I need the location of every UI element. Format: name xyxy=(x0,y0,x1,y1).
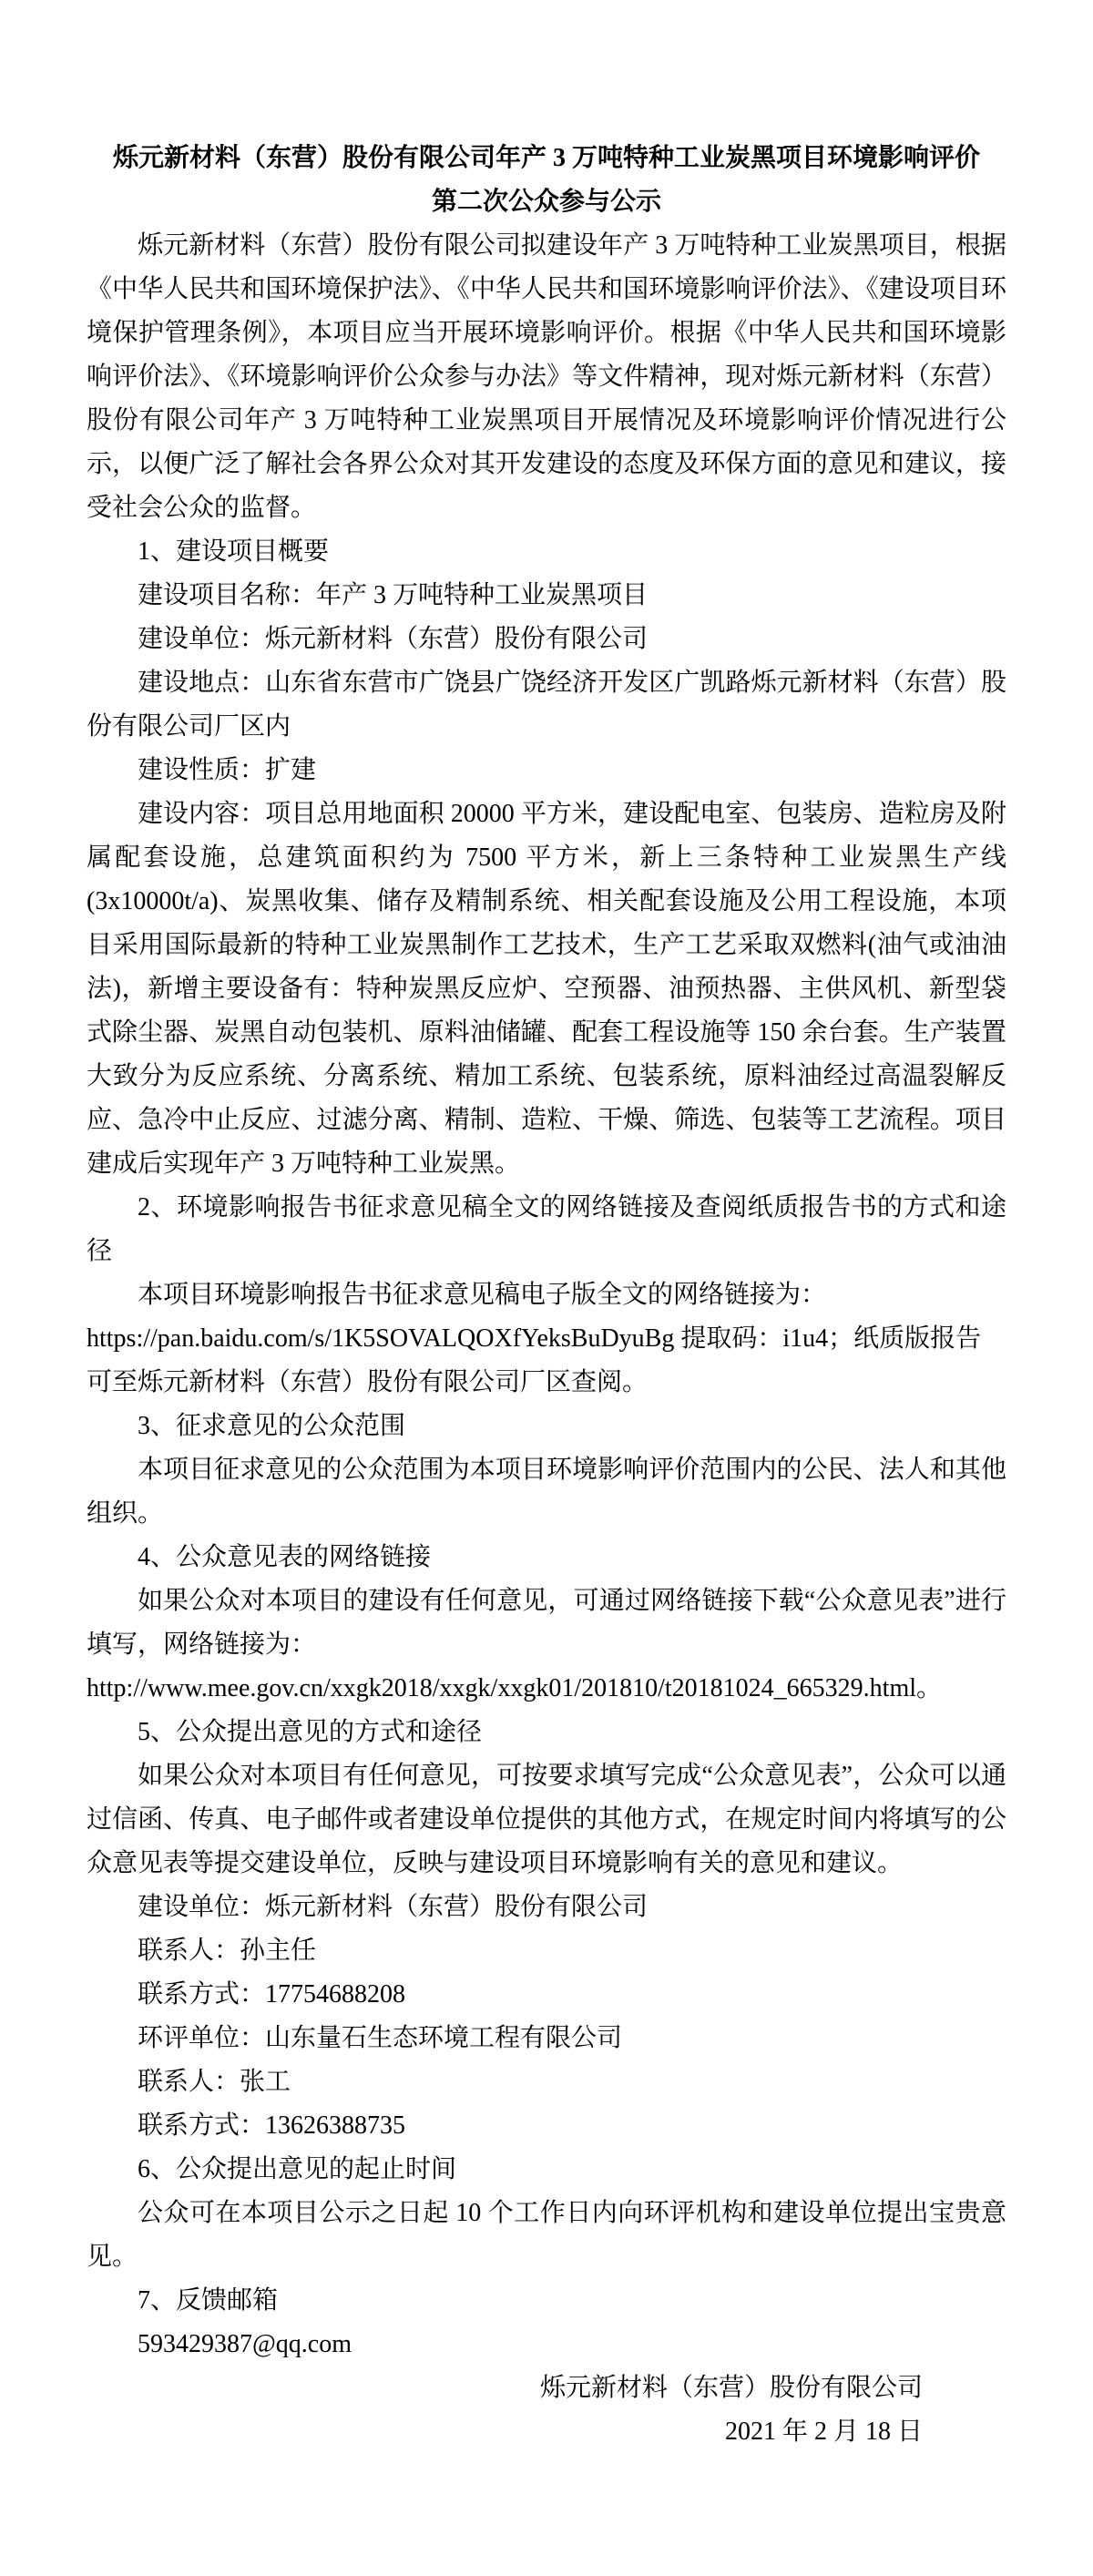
construction-unit-line: 建设单位：烁元新材料（东营）股份有限公司 xyxy=(138,625,649,653)
opinion-period-paragraph: 公众可在本项目公示之日起 10 个工作日内向环评机构和建设单位提出宝贵意见。 xyxy=(87,2199,1006,2271)
contact-person-line-1: 联系人：孙主任 xyxy=(138,1937,317,1965)
section-4-heading: 4、公众意见表的网络链接 xyxy=(138,1543,432,1571)
contact-person-line-2: 联系人：张工 xyxy=(138,2068,291,2096)
opinion-submission-paragraph: 如果公众对本项目有任何意见，可按要求填写完成“公众意见表”，公众可以通过信函、传真、电子邮件或者建设单位提供的其他方式，在规定时间内将填写的公众意见表等提交建设单位，反映与建设项目环境影响有关的意见和建议。 xyxy=(87,1762,1006,1877)
baidu-pan-link-line: https://pan.baidu.com/s/1K5SOVALQOXfYeksBuDyuBg 提取码：i1u4；纸质版报告可至烁元新材料（东营）股份有限公司厂区查阅。 xyxy=(87,1324,982,1396)
construction-site-line: 建设地点：山东省东营市广饶县广饶经济开发区广凯路烁元新材料（东营）股份有限公司厂区内 xyxy=(87,669,1006,741)
contact-phone-line-1: 联系方式：17754688208 xyxy=(138,1980,406,2009)
signature-company: 烁元新材料（东营）股份有限公司 xyxy=(539,2374,923,2402)
construction-nature-line: 建设性质：扩建 xyxy=(138,756,317,784)
section-2-heading: 2、环境影响报告书征求意见稿全文的网络链接及查阅纸质报告书的方式和途径 xyxy=(87,1193,1006,1265)
section-3-heading: 3、征求意见的公众范围 xyxy=(138,1412,406,1440)
section-7-heading: 7、反馈邮箱 xyxy=(138,2286,279,2315)
feedback-email-line: 593429387@qq.com xyxy=(138,2330,352,2358)
contact-phone-line-2: 联系方式：13626388735 xyxy=(138,2111,406,2140)
section-5-heading: 5、公众提出意见的方式和途径 xyxy=(138,1718,483,1746)
document-title-line1: 烁元新材料（东营）股份有限公司年产 3 万吨特种工业炭黑项目环境影响评价 xyxy=(112,144,980,172)
project-name-line: 建设项目名称：年产 3 万吨特种工业炭黑项目 xyxy=(138,581,649,609)
section-1-heading: 1、建设项目概要 xyxy=(138,537,330,566)
mee-link-line: http://www.mee.gov.cn/xxgk2018/xxgk/xxgk01/201810/t20181024_665329.html。 xyxy=(87,1674,942,1702)
signature-date: 2021 年 2 月 18 日 xyxy=(724,2418,923,2446)
document-title-line2: 第二次公众参与公示 xyxy=(431,188,661,216)
construction-content-paragraph: 建设内容：项目总用地面积 20000 平方米，建设配电室、包装房、造粒房及附属配套设施，总建筑面积约为 7500 平方米，新上三条特种工业炭黑生产线(3x10000t/a)、炭黑收集、储存及精制系统、相关配套设施及公用工程设施，本项目采用国际最新的特种工业炭黑制作工艺技术，生产工艺采取双燃料(油气或油油法)，新增主要设备有：特种炭黑反应炉、空预器、油预热器、主供风机、新型袋式除尘器、炭黑自动包装机、原料油储罐、配套工程设施等 150 余台套。生产装置大致分为反应系统、分离系统、精加工系统、包装系统，原料油经过高温裂解反应、急冷中止反应、过滤分离、精制、造粒、干燥、筛选、包装等工艺流程。项目建成后实现年产 3 万吨特种工业炭黑。 xyxy=(87,800,1006,1178)
report-link-intro-line: 本项目环境影响报告书征求意见稿电子版全文的网络链接为： xyxy=(138,1281,827,1309)
intro-paragraph: 烁元新材料（东营）股份有限公司拟建设年产 3 万吨特种工业炭黑项目，根据《中华人民共和国环境保护法》、《中华人民共和国环境影响评价法》、《建设项目环境保护管理条例》，本项目应当开展环境影响评价。根据《中华人民共和国环境影响评价法》、《环境影响评价公众参与办法》等文件精神，现对烁元新材料（东营）股份有限公司年产 3 万吨特种工业炭黑项目开展情况及环境影响评价情况进行公示，以便广泛了解社会各界公众对其开发建设的态度及环保方面的意见和建议，接受社会公众的监督。 xyxy=(87,231,1006,522)
public-scope-paragraph: 本项目征求意见的公众范围为本项目环境影响评价范围内的公民、法人和其他组织。 xyxy=(87,1456,1006,1528)
opinion-form-intro-paragraph: 如果公众对本项目的建设有任何意见，可通过网络链接下载“公众意见表”进行填写，网络链接为： xyxy=(87,1587,1006,1659)
contact-construction-unit-line: 建设单位：烁元新材料（东营）股份有限公司 xyxy=(138,1893,649,1921)
eia-unit-line: 环评单位：山东量石生态环境工程有限公司 xyxy=(138,2024,623,2052)
section-6-heading: 6、公众提出意见的起止时间 xyxy=(138,2155,457,2183)
